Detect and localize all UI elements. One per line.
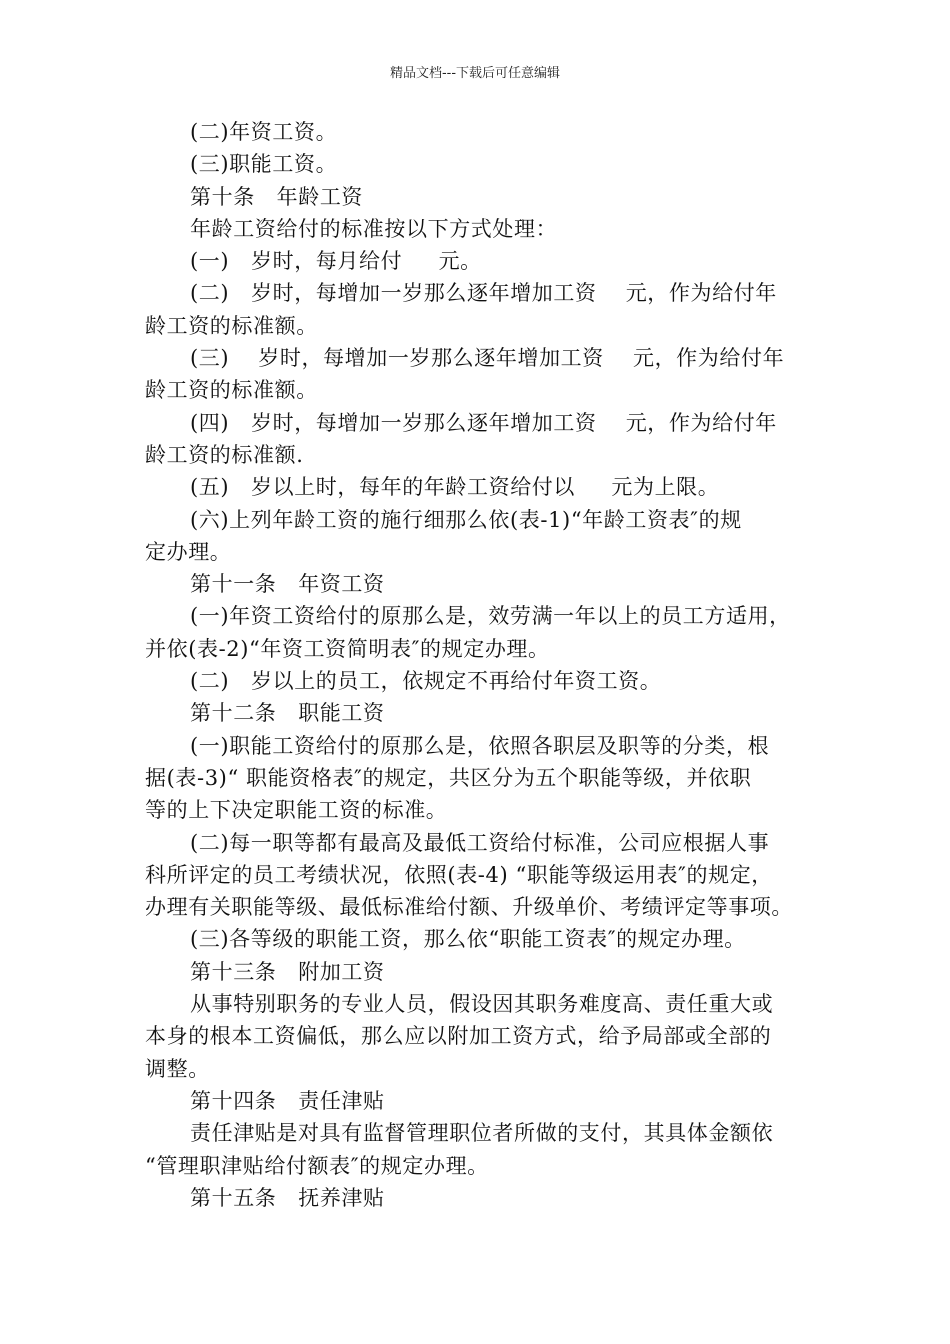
text-line: 并依(表-2)“年资工资简明表″的规定办理。	[145, 636, 550, 661]
text-line: 责任津贴是对具有监督管理职位者所做的支付，其具体金额依	[190, 1121, 774, 1146]
text-line: 龄工资的标准额。	[145, 378, 318, 403]
text-line: (四) 岁时，每增加一岁那么逐年增加工资 元，作为给付年	[190, 410, 777, 435]
text-line: (二) 岁时，每增加一岁那么逐年增加工资 元，作为给付年	[190, 281, 777, 306]
text-line: 据(表-3)“ 职能资格表″的规定，共区分为五个职能等级，并依职	[145, 765, 752, 790]
text-line: 第十五条 抚养津贴	[190, 1185, 385, 1210]
text-line: 科所评定的员工考绩状况，依照(表-4) “职能等级运用表″的规定，	[145, 862, 773, 887]
text-line: (一)年资工资给付的原那么是，效劳满一年以上的员工方适用，	[190, 604, 791, 629]
text-line: (五) 岁以上时，每年的年龄工资给付以 元为上限。	[190, 475, 720, 500]
text-line: 第十二条 职能工资	[190, 701, 385, 726]
text-line: (一)职能工资给付的原那么是，依照各职层及职等的分类，根	[190, 733, 770, 758]
text-line: (三)职能工资。	[190, 152, 338, 177]
text-line: 等的上下决定职能工资的标准。	[145, 798, 448, 823]
document-body	[145, 116, 810, 1214]
text-line: (二)年资工资。	[190, 120, 338, 144]
text-line: 定办理。	[145, 539, 232, 564]
text-line: 第十条 年龄工资	[190, 184, 364, 209]
text-line: (二)每一职等都有最高及最低工资给付标准，公司应根据人事	[190, 830, 770, 855]
text-line: 龄工资的标准额.	[145, 442, 304, 467]
text-line: 调整。	[145, 1056, 210, 1081]
text-line: 年龄工资给付的标准按以下方式处理：	[190, 216, 558, 241]
text-line: 第十一条 年资工资	[190, 572, 385, 597]
text-line: 第十四条 责任津贴	[190, 1088, 385, 1113]
page-header: 精品文档---下载后可任意编辑	[389, 66, 561, 81]
text-line: 从事特别职务的专业人员，假设因其职务难度高、责任重大或	[190, 992, 774, 1017]
text-line: 第十三条 附加工资	[190, 959, 385, 984]
text-line: 本身的根本工资偏低，那么应以附加工资方式，给予局部或全部的	[145, 1024, 772, 1049]
text-line: (三)各等级的职能工资，那么依“职能工资表″的规定办理。	[190, 927, 746, 952]
text-line: (二) 岁以上的员工，依规定不再给付年资工资。	[190, 669, 662, 694]
text-line: (三) 岁时，每增加一岁那么逐年增加工资 元，作为给付年	[190, 346, 785, 371]
text-line: (一) 岁时，每月给付 元。	[190, 249, 482, 274]
text-line: (六)上列年龄工资的施行细那么依(表-1)“年龄工资表″的规	[190, 507, 742, 532]
text-line: 办理有关职能等级、最低标准给付额、升级单价、考绩评定等事项。	[145, 895, 793, 920]
text-line: 龄工资的标准额。	[145, 313, 318, 338]
text-line: “管理职津贴给付额表″的规定办理。	[145, 1153, 489, 1178]
